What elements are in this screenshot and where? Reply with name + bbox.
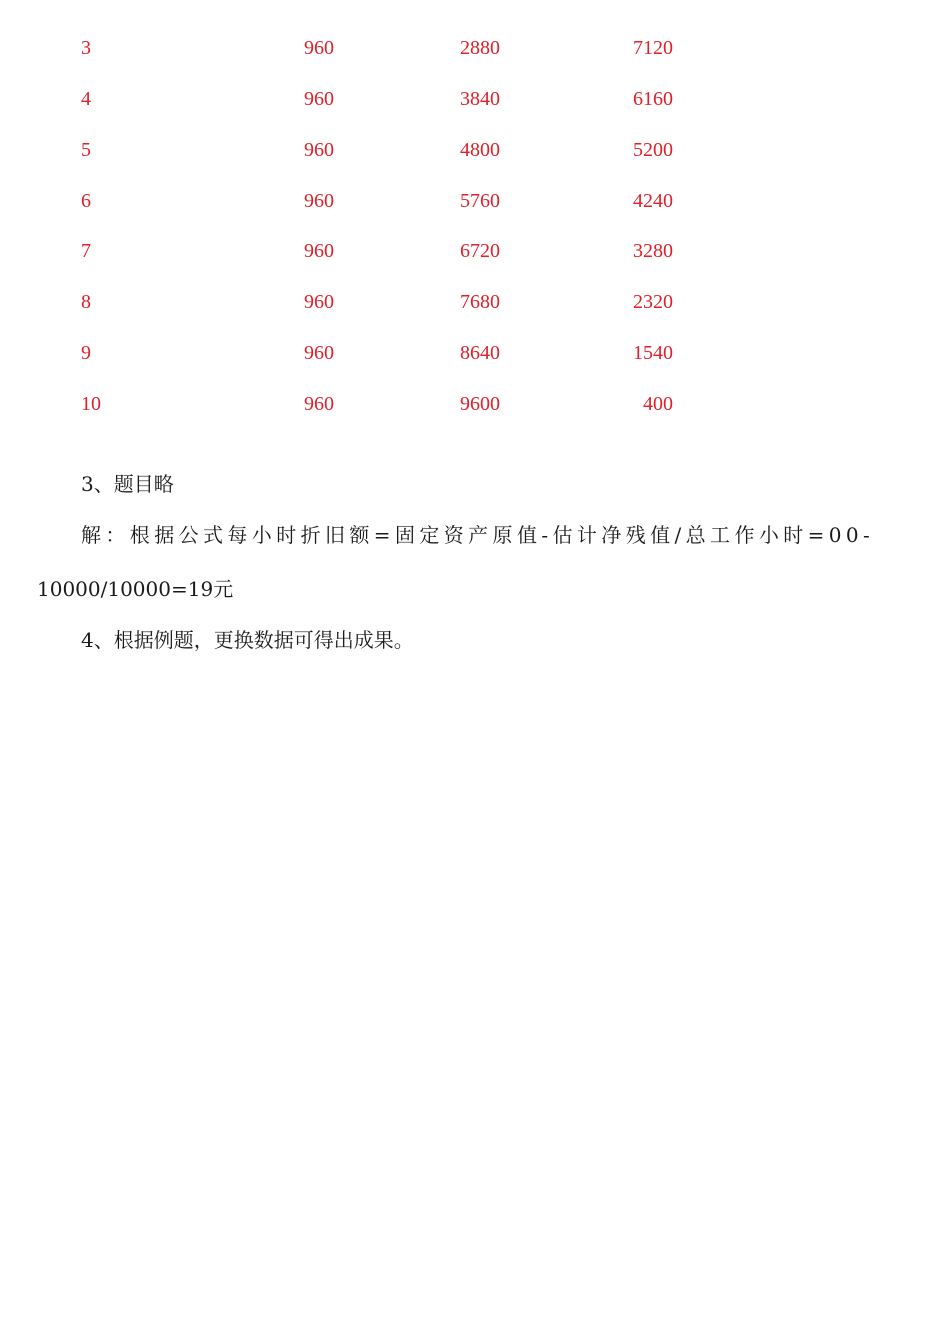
depreciation-cell: 960 (304, 88, 334, 110)
net-value-cell: 7120 (633, 37, 673, 59)
table-row (0, 291, 950, 321)
period-cell: 8 (81, 291, 91, 313)
depreciation-cell: 960 (304, 37, 334, 59)
accumulated-cell: 9600 (460, 393, 500, 415)
net-value-cell: 1540 (633, 342, 673, 364)
depreciation-cell: 960 (304, 240, 334, 262)
depreciation-cell: 960 (304, 291, 334, 313)
accumulated-cell: 8640 (460, 342, 500, 364)
period-cell: 9 (81, 342, 91, 364)
depreciation-cell: 960 (304, 139, 334, 161)
period-cell: 3 (81, 37, 91, 59)
item-3-paragraph: 3、题目略 (81, 472, 174, 496)
period-cell: 10 (81, 393, 101, 415)
accumulated-cell: 5760 (460, 190, 500, 212)
period-cell: 7 (81, 240, 91, 262)
accumulated-cell: 3840 (460, 88, 500, 110)
period-cell: 4 (81, 88, 91, 110)
item-4-paragraph: 4、根据例题，更换数据可得出成果。 (81, 628, 414, 652)
table-row (0, 190, 950, 220)
accumulated-cell: 6720 (460, 240, 500, 262)
net-value-cell: 3280 (633, 240, 673, 262)
accumulated-cell: 7680 (460, 291, 500, 313)
solution-paragraph-continuation: 10000/10000=19元 (37, 577, 234, 601)
net-value-cell: 4240 (633, 190, 673, 212)
solution-paragraph: 解：根据公式每小时折旧额=固定资产原值-估计净残值/总工作小时=00- (81, 523, 875, 547)
depreciation-cell: 960 (304, 342, 334, 364)
table-row (0, 88, 950, 118)
depreciation-cell: 960 (304, 393, 334, 415)
table-row (0, 240, 950, 270)
period-cell: 6 (81, 190, 91, 212)
net-value-cell: 2320 (633, 291, 673, 313)
table-row (0, 37, 950, 67)
accumulated-cell: 4800 (460, 139, 500, 161)
accumulated-cell: 2880 (460, 37, 500, 59)
net-value-cell: 5200 (633, 139, 673, 161)
net-value-cell: 400 (643, 393, 673, 415)
table-row (0, 139, 950, 169)
table-row (0, 393, 950, 423)
depreciation-cell: 960 (304, 190, 334, 212)
net-value-cell: 6160 (633, 88, 673, 110)
table-row (0, 342, 950, 372)
period-cell: 5 (81, 139, 91, 161)
